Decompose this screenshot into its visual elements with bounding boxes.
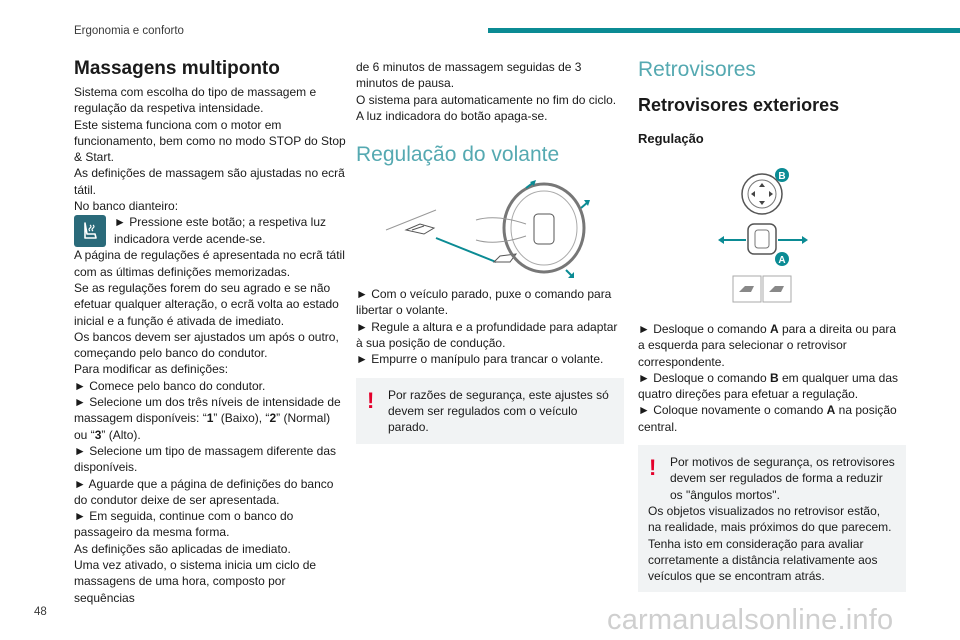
paragraph: Sistema com escolha do tipo de massagem e regulação da respetiva intensidade. [74, 85, 317, 116]
instruction-step: ► Comece pelo banco do condutor. [74, 378, 266, 393]
column-middle [356, 59, 624, 444]
paragraph: Este sistema funciona com o motor em funcionamento, bem como no modo STOP do Stop & Start. [74, 117, 346, 165]
paragraph: Para modificar as definições: [74, 362, 229, 377]
section-title-steering: Regulação do volante [356, 143, 560, 167]
paragraph: A página de regulações é apresentada no ecrã tátil com as últimas definições memorizadas. [74, 248, 345, 279]
warning-text: Por razões de segurança, este ajustes só devem ser regulados com o veículo parado. [388, 387, 609, 435]
section-title-massage: Massagens multiponto [74, 58, 280, 79]
instruction-step: ► Regule a altura e a profundidade para adaptar à sua posição de condução. [356, 319, 618, 351]
label-b: B [778, 171, 786, 182]
instruction-step: ► Selecione um tipo de massagem diferente das disponíveis. [74, 443, 337, 475]
instruction-step: ► Pressione este botão; a respetiva luz indicadora verde acende-se. [114, 215, 326, 246]
instruction-step: ► Com o veículo parado, puxe o comando para libertar o volante. [356, 287, 612, 318]
paragraph: O sistema para automaticamente no fim do ciclo. A luz indicadora do botão apaga-se. [356, 92, 617, 123]
instruction-step: ► Desloque o comando A para a direita ou para a esquerda para selecionar o retrovisor correspondente. [638, 322, 897, 369]
page-number: 48 [34, 606, 47, 618]
running-header: Ergonomia e conforto [74, 25, 184, 37]
paragraph: de 6 minutos de massagem seguidas de 3 minutos de pausa. [356, 60, 582, 91]
column-left [74, 57, 346, 606]
paragraph: Se as regulações forem do seu agrado e se não efetuar qualquer alteração, o ecrã volta ao estado inicial e a função é ativada de imediato. [74, 280, 339, 328]
paragraph: No banco dianteiro: [74, 199, 179, 214]
instruction-step: ► Coloque novamente o comando A na posição central. [638, 403, 897, 434]
instruction-step: ► Em seguida, continue com o banco do passageiro da mesma forma. [74, 509, 294, 540]
warning-box [356, 378, 624, 444]
paragraph: Uma vez ativado, o sistema inicia um ciclo de massagens de uma hora, composto por sequências [74, 558, 317, 605]
mirror-control-illustration [718, 166, 818, 311]
instruction-step: ► Aguarde que a página de definições do banco do condutor deixe de ser apresentada. [74, 476, 334, 507]
header-accent-bar [488, 28, 960, 33]
instruction-step: ► Selecione um dos três níveis de intensidade de massagem disponíveis: “1” (Baixo), “2” (Normal) ou “3” (Alto). [74, 395, 341, 442]
warning-text: Por motivos de segurança, os retrovisores devem ser regulados de forma a reduzir os "ângulos mortos". [670, 455, 895, 502]
subsubsection-title-adjustment: Regulação [638, 131, 704, 146]
label-a: A [778, 255, 786, 266]
seat-massage-icon [74, 215, 106, 247]
subsection-title-outside-mirrors: Retrovisores exteriores [638, 95, 840, 115]
paragraph: As definições de massagem são ajustadas no ecrã tátil. [74, 166, 345, 197]
column-right [638, 57, 906, 592]
warning-text: Os objetos visualizados no retrovisor estão, na realidade, mais próximos do que parecem. Tenha isto em consideração para avaliar corretamente a distância relativamente aos veículos que se encontram atrás. [648, 503, 892, 584]
icon-instruction [74, 214, 346, 247]
instruction-step: ► Desloque o comando B em qualquer uma das quatro direções para efetuar a regulação. [638, 370, 899, 402]
warning-box [638, 445, 906, 592]
instruction-step: ► Empurre o manípulo para trancar o volante. [356, 352, 604, 367]
watermark: carmanualsonline.info [607, 604, 894, 636]
paragraph: Os bancos devem ser ajustados um após o outro, começando pelo banco do condutor. [74, 329, 339, 361]
section-title-mirrors: Retrovisores [638, 58, 756, 81]
warning-icon: ! [649, 455, 657, 481]
paragraph: As definições são aplicadas de imediato. [74, 541, 291, 556]
warning-icon: ! [367, 387, 375, 413]
steering-wheel-illustration [376, 180, 606, 280]
